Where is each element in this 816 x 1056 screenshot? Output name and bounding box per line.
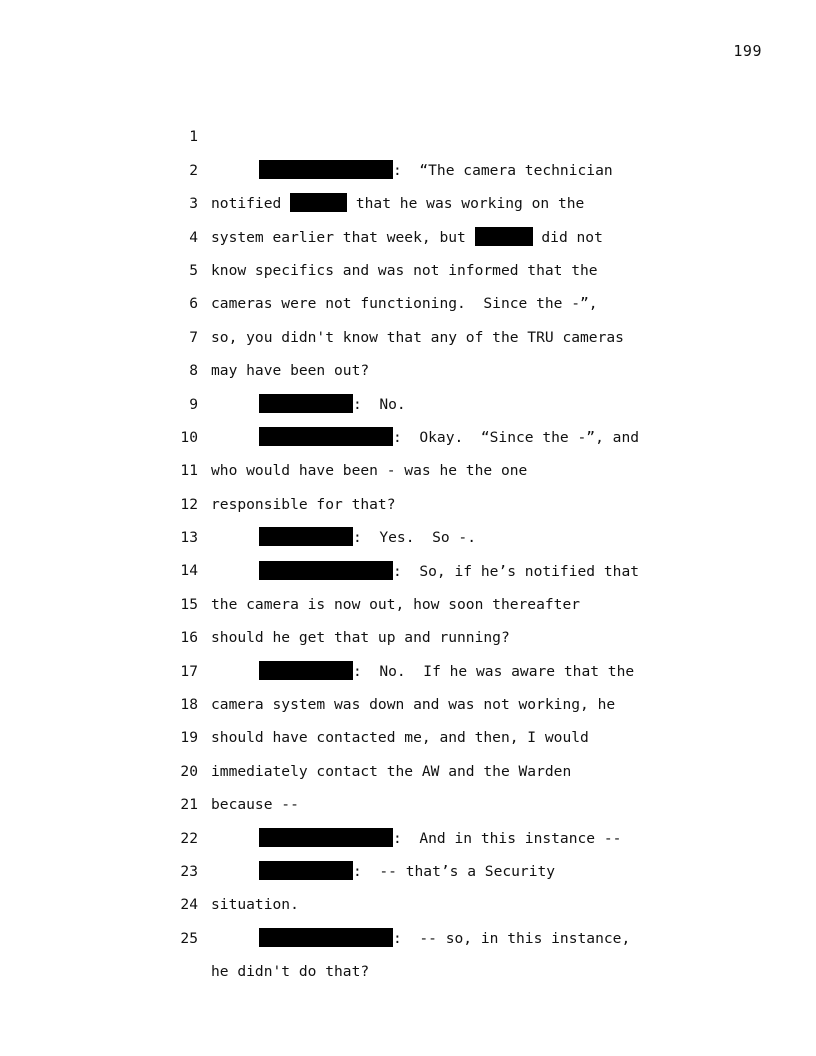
- line-text: camera system was down and was not working, he: [211, 696, 616, 714]
- line-number: 11: [180, 462, 198, 480]
- line-number: 2: [189, 161, 198, 179]
- line-number: 4: [189, 228, 198, 246]
- line-number: 10: [180, 428, 198, 446]
- line-text-segment: : No.: [353, 395, 406, 413]
- line-number: 16: [180, 629, 198, 647]
- line-number: 8: [189, 362, 198, 380]
- line-text-segment: : So, if he’s notified that: [393, 562, 640, 580]
- line-text: so, you didn't know that any of the TRU cameras: [211, 328, 624, 346]
- redacted-speaker-name: [259, 928, 393, 947]
- line-number: 20: [180, 762, 198, 780]
- line-text: he didn't do that?: [211, 963, 370, 981]
- line-text-segment: : Yes. So -.: [353, 529, 477, 547]
- line-text: should he get that up and running?: [211, 629, 510, 647]
- line-text-segment: : And in this instance --: [393, 829, 622, 847]
- line-number: 9: [189, 395, 198, 413]
- line-number: 13: [180, 529, 198, 547]
- line-number: 15: [180, 595, 198, 613]
- line-number: 1: [189, 128, 198, 146]
- line-text: the camera is now out, how soon thereafter: [211, 595, 581, 613]
- line-text: may have been out?: [211, 362, 370, 380]
- line-number: 7: [189, 328, 198, 346]
- line-text: [211, 922, 630, 955]
- line-text: cameras were not functioning. Since the -”,: [211, 295, 598, 313]
- line-number: 22: [180, 829, 198, 847]
- line-number: 17: [180, 662, 198, 680]
- transcript-line: [0, 87, 816, 179]
- line-number: 21: [180, 796, 198, 814]
- line-text: who would have been - was he the one: [211, 462, 528, 480]
- line-text: know specifics and was not informed that the: [211, 261, 598, 279]
- line-number: 24: [180, 896, 198, 914]
- line-text: should have contacted me, and then, I would: [211, 729, 589, 747]
- line-text-segment: : Okay. “Since the -”, and: [393, 428, 640, 446]
- line-text: situation.: [211, 896, 299, 914]
- page-number: 199: [733, 42, 762, 60]
- line-number: 5: [189, 261, 198, 279]
- line-text-segment: did not: [532, 228, 603, 246]
- line-text-segment: : No. If he was aware that the: [353, 662, 635, 680]
- line-text-segment: : -- that’s a Security: [353, 863, 556, 881]
- line-text: because --: [211, 796, 299, 814]
- line-text: responsible for that?: [211, 495, 396, 513]
- line-text-segment: that he was working on the: [347, 195, 585, 213]
- line-text-segment: : “The camera technician: [393, 161, 613, 179]
- line-number: 19: [180, 729, 198, 747]
- line-text: immediately contact the AW and the Warden: [211, 762, 572, 780]
- line-number: 14: [180, 562, 198, 580]
- line-number: 12: [180, 495, 198, 513]
- line-number: 3: [189, 195, 198, 213]
- line-number: 6: [189, 295, 198, 313]
- line-text-segment: notified: [211, 195, 291, 213]
- line-text-segment: system earlier that week, but: [211, 228, 475, 246]
- line-number: 25: [180, 929, 198, 947]
- transcript: [0, 87, 816, 981]
- line-text-segment: : -- so, in this instance,: [393, 929, 631, 947]
- line-number: 18: [180, 696, 198, 714]
- line-number: 23: [180, 863, 198, 880]
